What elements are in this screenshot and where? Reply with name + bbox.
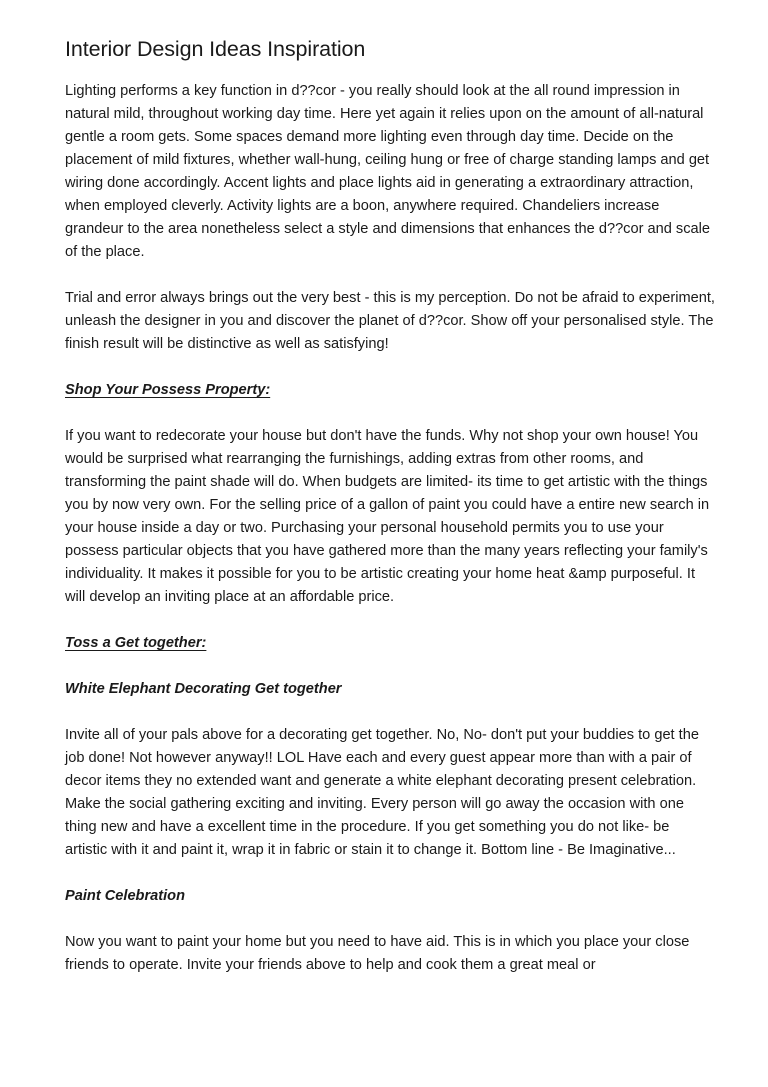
paragraph-paint-celebration: Now you want to paint your home but you need to have aid. This is in which you place your close friends to operate. Invite your friends above to help and cook them a great meal or <box>65 934 690 973</box>
document-body <box>65 36 715 1000</box>
heading-paint-celebration: Paint Celebration <box>65 888 186 904</box>
heading-white-elephant: White Elephant Decorating Get together <box>65 681 342 697</box>
heading-shop-your-possess-property: Shop Your Possess Property: <box>65 382 271 398</box>
paragraph-lighting: Lighting performs a key function in d??cor - you really should look at the all round impression in natural mild, throughout working day time. Here yet again it relies upon on the amount of all-natural gentle a room gets. Some spaces demand more lighting even through day time. Decide on the placement of mild fixtures, whether wall-hung, ceiling hung or free of charge standing lamps and get wiring done accordingly. Accent lights and place lights aid in generating a extraordinary attraction, when employed cleverly. Activity lights are a boon, anywhere required. Chandeliers increase grandeur to the area nonetheless select a style and dimensions that enhances the d??cor and scale of the place. <box>65 83 710 260</box>
paragraph-trial-and-error: Trial and error always brings out the very best - this is my perception. Do not be afraid to experiment, unleash the designer in you and discover the planet of d??cor. Show off your personalised style. The finish result will be distinctive as well as satisfying! <box>65 290 715 352</box>
document-title: Interior Design Ideas Inspiration <box>65 37 366 61</box>
heading-toss-a-get-together: Toss a Get together: <box>65 635 207 651</box>
paragraph-white-elephant: Invite all of your pals above for a decorating get together. No, No- don't put your buddies to get the job done! Not however anyway!! LOL Have each and every guest appear more than with a pair of decor items they no extended want and generate a white elephant decorating present celebration. Make the social gathering exciting and inviting. Every person will go away the occasion with one thing new and have a excellent time in the procedure. If you get something you do not like- be artistic with it and paint it, wrap it in fabric or stain it to change it. Bottom line - Be Imaginative... <box>65 727 699 858</box>
paragraph-shop-your-own-house: If you want to redecorate your house but don't have the funds. Why not shop your own house! You would be surprised what rearranging the furnishings, adding extras from other rooms, and transforming the paint shade will do. When budgets are limited- its time to get artistic with the things you by now very own. For the selling price of a gallon of paint you could have a entire new search in your house inside a day or two. Purchasing your personal household permits you to use your possess particular objects that you have gathered more than the many years reflecting your family's individuality. It makes it possible for you to be artistic creating your home heat &amp purposeful. It will develop an inviting place at an affordable price. <box>65 428 710 605</box>
